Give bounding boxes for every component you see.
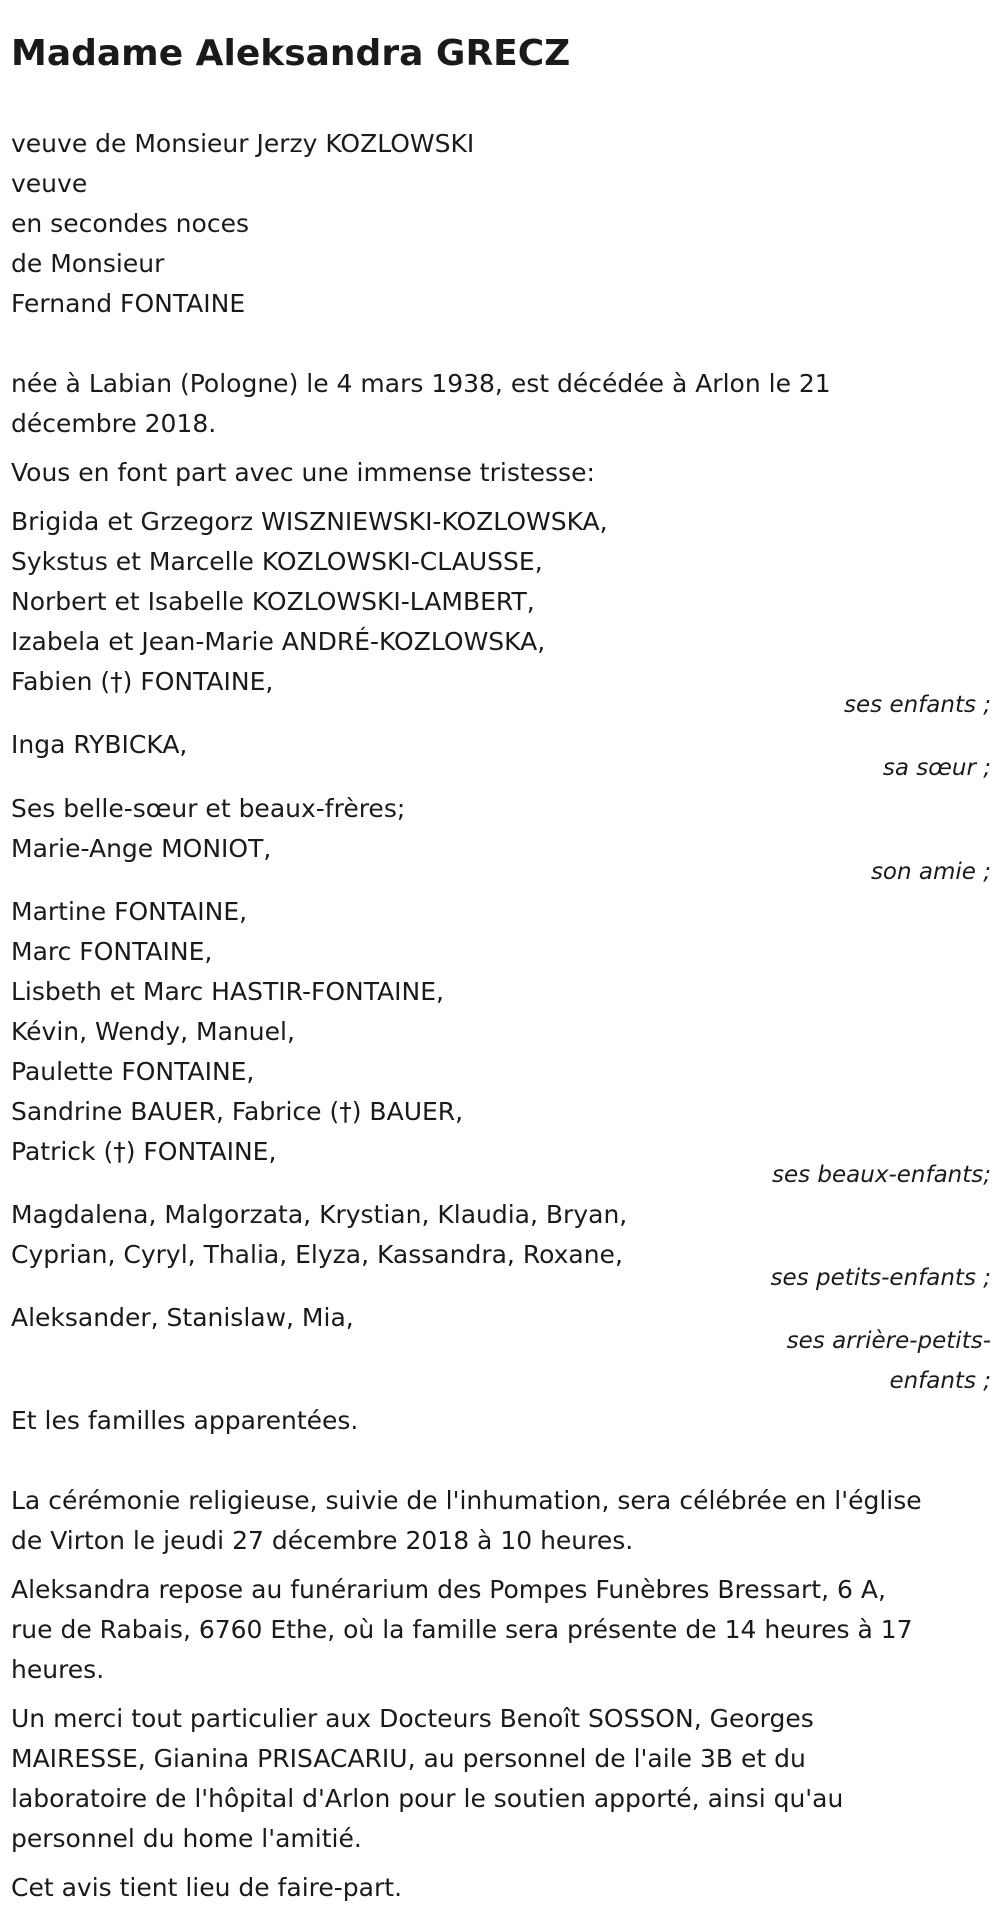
thanks-line: Un merci tout particulier aux Docteurs Benoît SOSSON, Georges <box>11 1704 814 1733</box>
stepchild-name: Lisbeth et Marc HASTIR-FONTAINE, <box>11 977 444 1006</box>
widowhood-line: Fernand FONTAINE <box>11 289 246 318</box>
grandchildren-names: Cyprian, Cyryl, Thalia, Elyza, Kassandra, Roxane, <box>11 1240 623 1269</box>
ceremony-line: de Virton le jeudi 27 décembre 2018 à 10 heures. <box>11 1526 634 1555</box>
grandchildren-role: ses petits-enfants ; <box>770 1265 991 1291</box>
children-role: ses enfants ; <box>844 692 991 718</box>
page-title: Madame Aleksandra GRECZ <box>11 33 571 74</box>
stepchild-name: Kévin, Wendy, Manuel, <box>11 1017 295 1046</box>
great-grandchildren-role: ses arrière-petits- <box>786 1328 991 1354</box>
stepchildren-role: ses beaux-enfants; <box>771 1162 991 1188</box>
sister-role: sa sœur ; <box>882 755 991 781</box>
grandchildren-names: Magdalena, Malgorzata, Krystian, Klaudia, Bryan, <box>11 1200 628 1229</box>
widowhood-line: veuve de Monsieur Jerzy KOZLOWSKI <box>11 129 475 158</box>
closing-line: Cet avis tient lieu de faire-part. <box>11 1873 403 1902</box>
birth-death-line: décembre 2018. <box>11 409 217 438</box>
child-name: Norbert et Isabelle KOZLOWSKI-LAMBERT, <box>11 587 535 616</box>
announcement-intro: Vous en font part avec une immense tristesse: <box>11 458 595 487</box>
friend-name: Marie-Ange MONIOT, <box>11 834 272 863</box>
stepchild-name: Martine FONTAINE, <box>11 897 248 926</box>
child-name: Izabela et Jean-Marie ANDRÉ-KOZLOWSKA, <box>11 627 546 656</box>
repose-line: rue de Rabais, 6760 Ethe, où la famille sera présente de 14 heures à 17 <box>11 1615 913 1644</box>
child-name: Brigida et Grzegorz WISZNIEWSKI-KOZLOWSKA, <box>11 507 608 536</box>
friend-role: son amie ; <box>870 859 991 885</box>
thanks-line: personnel du home l'amitié. <box>11 1824 362 1853</box>
related-families: Et les familles apparentées. <box>11 1406 359 1435</box>
ceremony-line: La cérémonie religieuse, suivie de l'inhumation, sera célébrée en l'église <box>11 1486 922 1515</box>
widowhood-line: veuve <box>11 169 88 198</box>
repose-line: heures. <box>11 1655 105 1684</box>
thanks-line: laboratoire de l'hôpital d'Arlon pour le soutien apporté, ainsi qu'au <box>11 1784 844 1813</box>
repose-line: Aleksandra repose au funérarium des Pompes Funèbres Bressart, 6 A, <box>11 1575 886 1604</box>
widowhood-line: de Monsieur <box>11 249 165 278</box>
child-name: Fabien (†) FONTAINE, <box>11 667 274 696</box>
sister-name: Inga RYBICKA, <box>11 730 188 759</box>
stepchild-name: Marc FONTAINE, <box>11 937 213 966</box>
stepchild-name: Sandrine BAUER, Fabrice (†) BAUER, <box>11 1097 464 1126</box>
stepchild-name: Paulette FONTAINE, <box>11 1057 255 1086</box>
stepchild-name: Patrick (†) FONTAINE, <box>11 1137 277 1166</box>
in-laws-heading: Ses belle-sœur et beaux-frères; <box>11 794 406 823</box>
great-grandchildren-names: Aleksander, Stanislaw, Mia, <box>11 1303 354 1332</box>
thanks-line: MAIRESSE, Gianina PRISACARIU, au personnel de l'aile 3B et du <box>11 1744 806 1773</box>
child-name: Sykstus et Marcelle KOZLOWSKI-CLAUSSE, <box>11 547 543 576</box>
great-grandchildren-role: enfants ; <box>889 1368 991 1394</box>
widowhood-line: en secondes noces <box>11 209 249 238</box>
birth-death-line: née à Labian (Pologne) le 4 mars 1938, est décédée à Arlon le 21 <box>11 369 831 398</box>
